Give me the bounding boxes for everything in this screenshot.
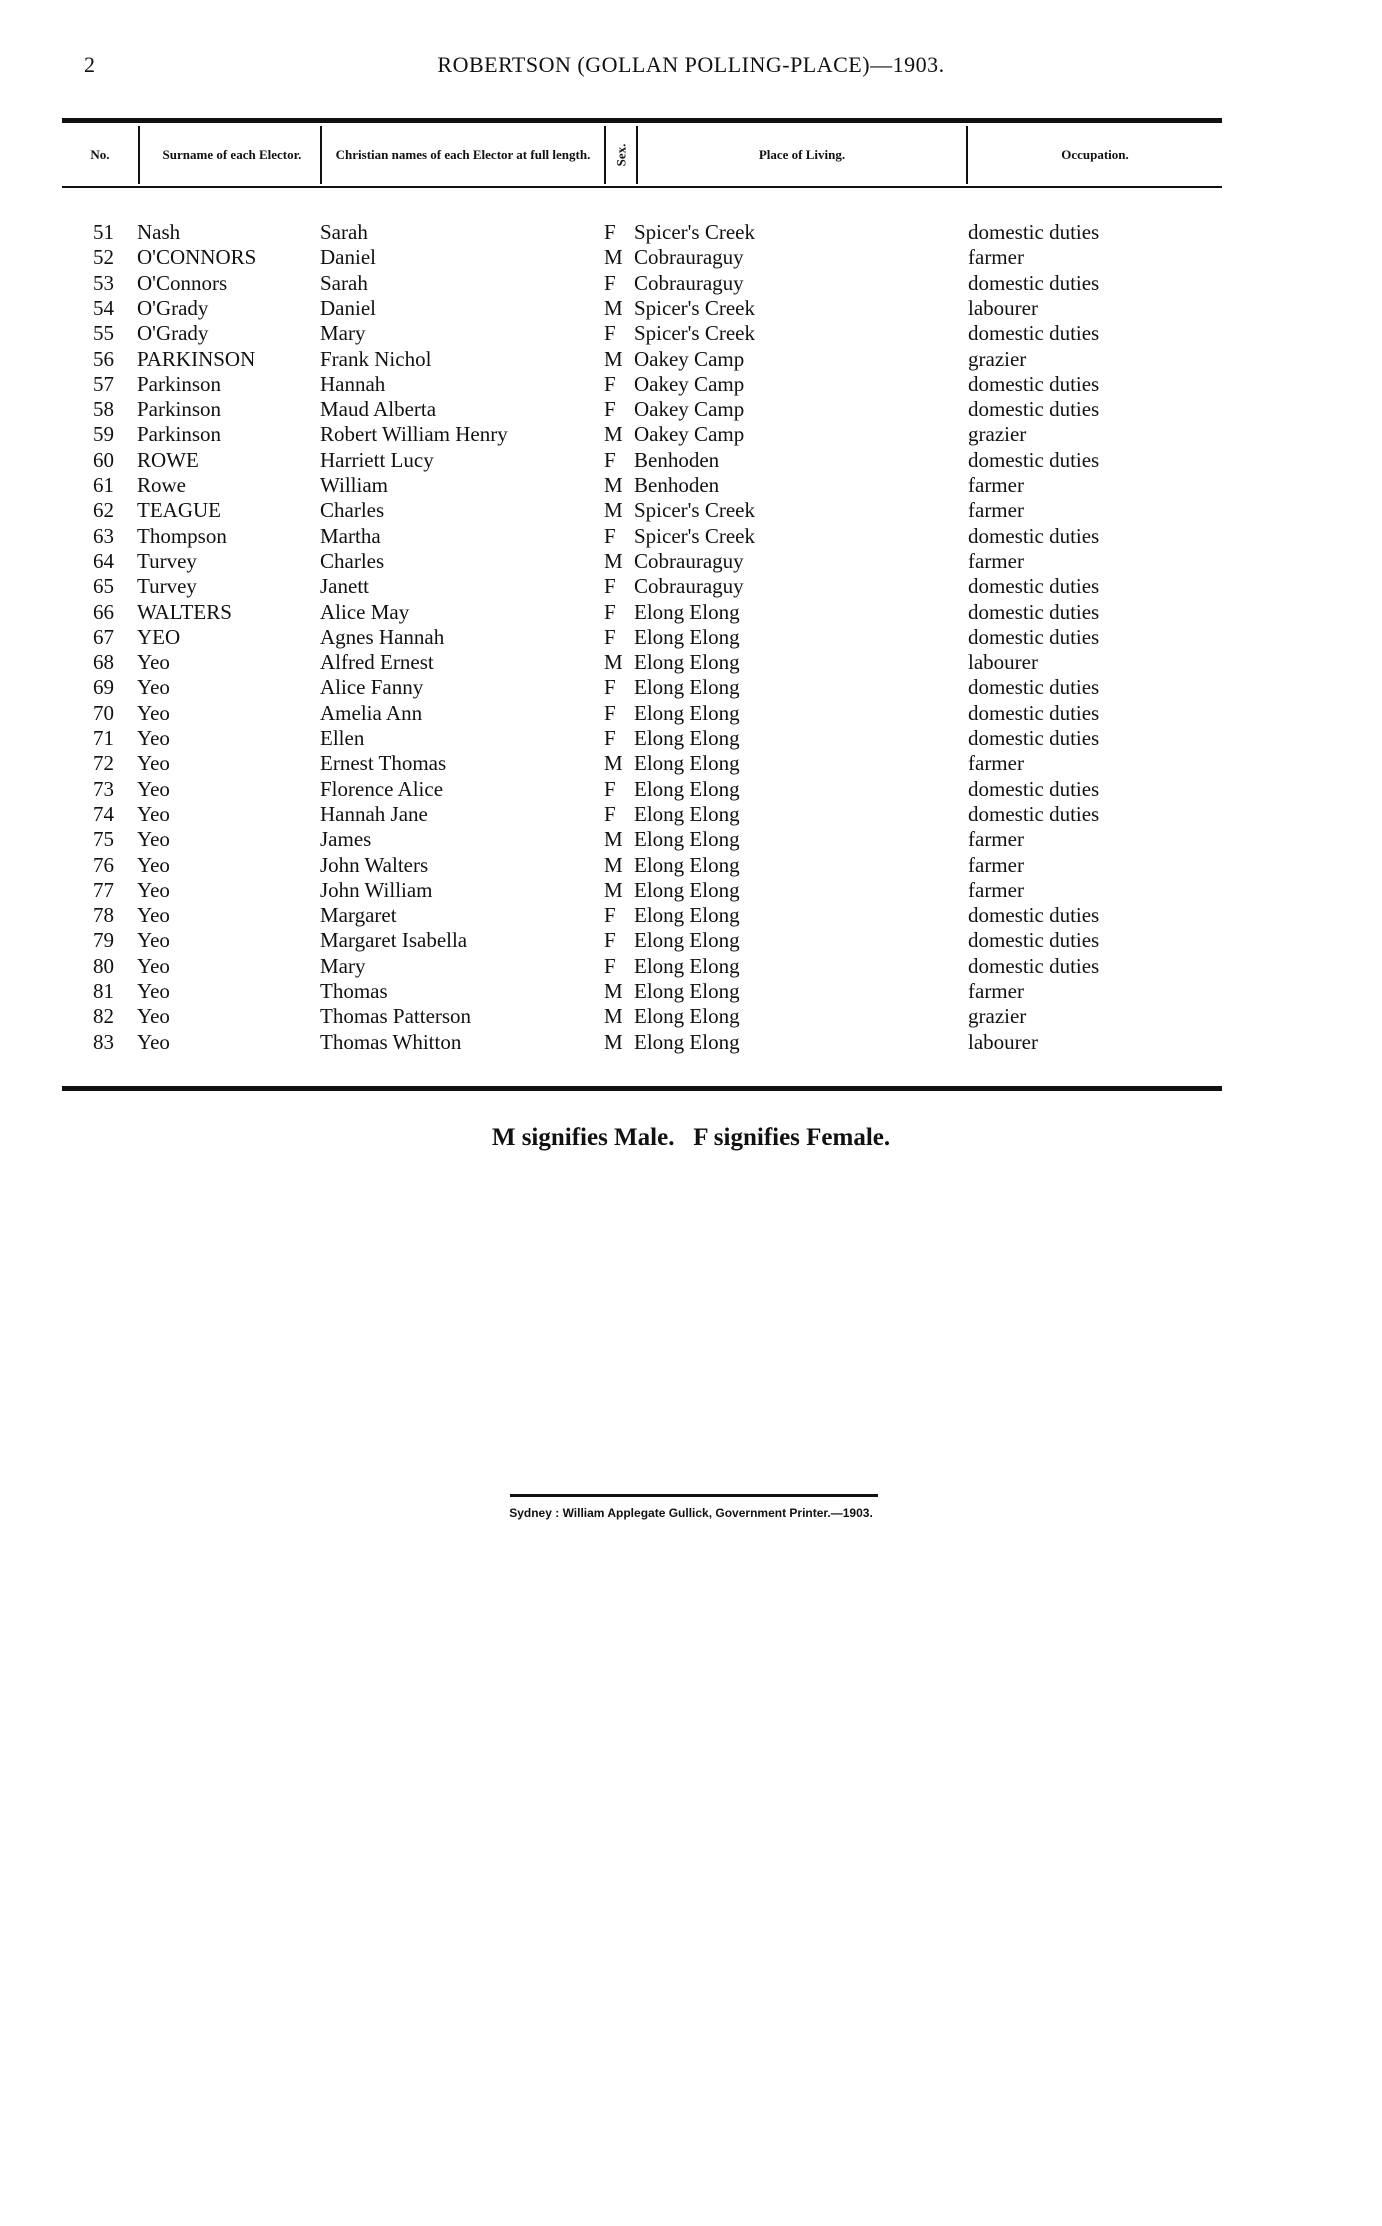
cell-no: 73	[93, 776, 114, 801]
cell-surname: Yeo	[137, 751, 170, 776]
cell-sex: F	[604, 270, 616, 295]
cell-christian-names: Ernest Thomas	[320, 751, 447, 776]
column-divider	[966, 126, 968, 184]
cell-christian-names: Mary	[320, 321, 366, 346]
imprint-rule	[510, 1494, 878, 1497]
table-header	[62, 124, 1222, 186]
cell-sex: F	[604, 700, 616, 725]
header-sex	[606, 124, 636, 186]
cell-surname: Yeo	[137, 953, 170, 978]
cell-place-of-living: Elong Elong	[634, 751, 740, 776]
cell-no: 72	[93, 751, 114, 776]
cell-place-of-living: Elong Elong	[634, 675, 740, 700]
cell-occupation: grazier	[968, 346, 1027, 371]
cell-christian-names: Sarah	[320, 270, 368, 295]
cell-surname: Yeo	[137, 979, 170, 1003]
cell-surname: Yeo	[137, 801, 170, 826]
cell-surname: YEO	[137, 624, 181, 649]
cell-occupation: grazier	[968, 422, 1027, 447]
cell-occupation: farmer	[968, 852, 1024, 877]
cell-no: 74	[93, 801, 114, 826]
cell-christian-names: Robert William Henry	[320, 422, 508, 447]
cell-occupation: farmer	[968, 979, 1024, 1003]
cell-place-of-living: Elong Elong	[634, 1029, 740, 1054]
table-row	[0, 1004, 1382, 1029]
table-row	[0, 979, 1382, 1004]
cell-christian-names: Sarah	[320, 220, 368, 244]
cell-occupation: farmer	[968, 827, 1024, 852]
cell-place-of-living: Spicer's Creek	[634, 523, 755, 548]
cell-no: 68	[93, 650, 114, 675]
cell-place-of-living: Elong Elong	[634, 979, 740, 1003]
cell-christian-names: Alice May	[320, 599, 410, 624]
cell-no: 83	[93, 1029, 114, 1054]
cell-place-of-living: Elong Elong	[634, 700, 740, 725]
table-row	[0, 878, 1382, 903]
cell-no: 76	[93, 852, 114, 877]
cell-place-of-living: Elong Elong	[634, 599, 740, 624]
cell-surname: WALTERS	[137, 599, 232, 624]
cell-sex: M	[604, 852, 623, 877]
cell-place-of-living: Cobrauraguy	[634, 548, 744, 573]
cell-occupation: domestic duties	[968, 599, 1100, 624]
cell-sex: F	[604, 397, 616, 422]
cell-place-of-living: Elong Elong	[634, 624, 740, 649]
cell-christian-names: Alfred Ernest	[320, 650, 434, 675]
cell-sex: M	[604, 877, 623, 902]
cell-sex: F	[604, 599, 616, 624]
cell-no: 60	[93, 447, 114, 472]
cell-christian-names: Daniel	[320, 245, 376, 270]
cell-sex: F	[604, 321, 616, 346]
cell-place-of-living: Cobrauraguy	[634, 245, 744, 270]
cell-surname: Yeo	[137, 877, 170, 902]
table-row	[0, 549, 1382, 574]
cell-surname: Yeo	[137, 852, 170, 877]
cell-christian-names: Janett	[320, 574, 369, 599]
cell-christian-names: Thomas Patterson	[320, 1004, 472, 1029]
cell-christian-names: John William	[320, 877, 433, 902]
cell-occupation: domestic duties	[968, 371, 1100, 396]
cell-surname: Parkinson	[137, 422, 221, 447]
cell-place-of-living: Oakey Camp	[634, 371, 745, 396]
header-place: Place of Living.	[758, 147, 846, 162]
cell-place-of-living: Benhoden	[634, 447, 720, 472]
cell-sex: F	[604, 220, 616, 244]
cell-sex: M	[604, 1004, 623, 1029]
cell-sex: F	[604, 928, 616, 953]
cell-place-of-living: Oakey Camp	[634, 397, 745, 422]
cell-occupation: labourer	[968, 650, 1038, 675]
cell-surname: O'CONNORS	[137, 245, 257, 270]
cell-no: 66	[93, 599, 114, 624]
cell-no: 54	[93, 295, 114, 320]
cell-sex: F	[604, 574, 616, 599]
cell-no: 67	[93, 624, 114, 649]
cell-sex: M	[604, 1029, 623, 1054]
cell-occupation: farmer	[968, 548, 1024, 573]
cell-occupation: domestic duties	[968, 700, 1100, 725]
cell-occupation: farmer	[968, 877, 1024, 902]
cell-christian-names: Maud Alberta	[320, 397, 437, 422]
cell-no: 81	[93, 979, 114, 1003]
cell-surname: Yeo	[137, 726, 170, 750]
cell-christian-names: Margaret	[320, 903, 397, 928]
cell-christian-names: James	[320, 827, 372, 852]
cell-no: 75	[93, 827, 114, 852]
cell-place-of-living: Cobrauraguy	[634, 574, 744, 599]
cell-christian-names: Hannah	[320, 371, 386, 396]
cell-no: 51	[93, 220, 114, 244]
table-row	[0, 347, 1382, 372]
table-row	[0, 625, 1382, 650]
cell-occupation: farmer	[968, 498, 1024, 523]
table-row	[0, 574, 1382, 599]
cell-no: 71	[93, 726, 114, 750]
cell-sex: F	[604, 776, 616, 801]
cell-sex: M	[604, 422, 623, 447]
cell-christian-names: Frank Nichol	[320, 346, 432, 371]
table-row	[0, 701, 1382, 726]
table-row	[0, 802, 1382, 827]
cell-place-of-living: Elong Elong	[634, 1004, 740, 1029]
cell-sex: M	[604, 650, 623, 675]
cell-christian-names: Ellen	[320, 726, 365, 750]
table-row	[0, 827, 1382, 852]
cell-place-of-living: Spicer's Creek	[634, 220, 755, 244]
cell-christian-names: Mary	[320, 953, 366, 978]
cell-no: 70	[93, 700, 114, 725]
table-row	[0, 321, 1382, 346]
cell-no: 61	[93, 473, 114, 497]
table-row	[0, 777, 1382, 802]
cell-sex: F	[604, 371, 616, 396]
cell-sex: M	[604, 498, 623, 523]
cell-christian-names: Thomas	[320, 979, 388, 1003]
cell-surname: Yeo	[137, 776, 170, 801]
cell-christian-names: William	[320, 473, 388, 497]
cell-sex: M	[604, 751, 623, 776]
table-row	[0, 422, 1382, 447]
cell-christian-names: Margaret Isabella	[320, 928, 468, 953]
cell-surname: Turvey	[137, 574, 197, 599]
cell-christian-names: Daniel	[320, 295, 376, 320]
header-given: Christian names of each Elector at full length.	[335, 147, 591, 162]
table-row	[0, 473, 1382, 498]
cell-no: 53	[93, 270, 114, 295]
cell-christian-names: John Walters	[320, 852, 429, 877]
cell-sex: F	[604, 903, 616, 928]
cell-no: 57	[93, 371, 114, 396]
cell-occupation: domestic duties	[968, 928, 1100, 953]
cell-surname: Yeo	[137, 928, 170, 953]
cell-surname: O'Grady	[137, 321, 209, 346]
cell-sex: F	[604, 447, 616, 472]
column-divider	[320, 126, 322, 184]
cell-place-of-living: Elong Elong	[634, 928, 740, 953]
cell-sex: F	[604, 953, 616, 978]
cell-occupation: domestic duties	[968, 953, 1100, 978]
cell-sex: M	[604, 979, 623, 1003]
cell-no: 79	[93, 928, 114, 953]
cell-occupation: domestic duties	[968, 903, 1100, 928]
cell-surname: O'Connors	[137, 270, 228, 295]
table-row	[0, 296, 1382, 321]
header-surname: Surname of each Elector.	[162, 147, 302, 162]
cell-surname: Yeo	[137, 1029, 170, 1054]
cell-christian-names: Hannah Jane	[320, 801, 428, 826]
cell-place-of-living: Spicer's Creek	[634, 295, 755, 320]
table-row	[0, 271, 1382, 296]
cell-place-of-living: Elong Elong	[634, 801, 740, 826]
cell-place-of-living: Elong Elong	[634, 650, 740, 675]
table-row	[0, 751, 1382, 776]
cell-no: 82	[93, 1004, 114, 1029]
header-no: No.	[90, 147, 110, 162]
cell-place-of-living: Elong Elong	[634, 852, 740, 877]
cell-sex: M	[604, 548, 623, 573]
cell-place-of-living: Elong Elong	[634, 776, 740, 801]
table-row	[0, 650, 1382, 675]
cell-christian-names: Martha	[320, 523, 381, 548]
cell-surname: Rowe	[137, 473, 186, 497]
cell-occupation: domestic duties	[968, 321, 1100, 346]
cell-no: 58	[93, 397, 114, 422]
cell-occupation: farmer	[968, 473, 1024, 497]
cell-sex: F	[604, 801, 616, 826]
cell-occupation: domestic duties	[968, 523, 1100, 548]
cell-christian-names: Amelia Ann	[320, 700, 423, 725]
cell-occupation: domestic duties	[968, 726, 1100, 750]
column-divider	[636, 126, 638, 184]
cell-place-of-living: Elong Elong	[634, 877, 740, 902]
cell-place-of-living: Elong Elong	[634, 726, 740, 750]
cell-christian-names: Charles	[320, 548, 385, 573]
cell-occupation: domestic duties	[968, 220, 1100, 244]
cell-place-of-living: Elong Elong	[634, 953, 740, 978]
cell-surname: PARKINSON	[137, 346, 256, 371]
cell-place-of-living: Spicer's Creek	[634, 498, 755, 523]
cell-occupation: domestic duties	[968, 675, 1100, 700]
table-row	[0, 903, 1382, 928]
cell-place-of-living: Spicer's Creek	[634, 321, 755, 346]
cell-no: 64	[93, 548, 114, 573]
cell-sex: M	[604, 245, 623, 270]
cell-surname: Yeo	[137, 903, 170, 928]
table-row	[0, 954, 1382, 979]
table-row	[0, 245, 1382, 270]
cell-occupation: domestic duties	[968, 801, 1100, 826]
table-row	[0, 220, 1382, 245]
cell-place-of-living: Benhoden	[634, 473, 720, 497]
cell-sex: M	[604, 346, 623, 371]
cell-no: 77	[93, 877, 114, 902]
cell-sex: F	[604, 624, 616, 649]
cell-surname: Yeo	[137, 827, 170, 852]
cell-surname: ROWE	[137, 447, 199, 472]
cell-no: 78	[93, 903, 114, 928]
table-bottom-rule	[62, 1086, 1222, 1091]
cell-occupation: domestic duties	[968, 624, 1100, 649]
cell-surname: Thompson	[137, 523, 227, 548]
table-row	[0, 928, 1382, 953]
cell-no: 65	[93, 574, 114, 599]
cell-surname: Parkinson	[137, 397, 221, 422]
sex-legend: M signifies Male. F signifies Female.	[491, 1124, 891, 1151]
cell-no: 55	[93, 321, 114, 346]
cell-surname: TEAGUE	[137, 498, 221, 523]
table-row	[0, 372, 1382, 397]
page-title: ROBERTSON (GOLLAN POLLING-PLACE)—1903.	[437, 52, 945, 77]
table-row	[0, 448, 1382, 473]
cell-place-of-living: Elong Elong	[634, 827, 740, 852]
cell-surname: Yeo	[137, 700, 170, 725]
cell-place-of-living: Elong Elong	[634, 903, 740, 928]
cell-christian-names: Agnes Hannah	[320, 624, 445, 649]
cell-surname: Yeo	[137, 675, 170, 700]
cell-occupation: labourer	[968, 295, 1038, 320]
cell-no: 62	[93, 498, 114, 523]
cell-occupation: domestic duties	[968, 397, 1100, 422]
cell-sex: F	[604, 675, 616, 700]
cell-occupation: grazier	[968, 1004, 1027, 1029]
cell-surname: Parkinson	[137, 371, 221, 396]
cell-occupation: domestic duties	[968, 447, 1100, 472]
cell-occupation: farmer	[968, 751, 1024, 776]
header-sex-label: Sex.	[613, 143, 628, 167]
cell-surname: Yeo	[137, 1004, 170, 1029]
cell-no: 80	[93, 953, 114, 978]
cell-sex: M	[604, 473, 623, 497]
column-divider	[138, 126, 140, 184]
table-row	[0, 726, 1382, 751]
table-row	[0, 675, 1382, 700]
cell-place-of-living: Oakey Camp	[634, 346, 745, 371]
cell-christian-names: Alice Fanny	[320, 675, 424, 700]
cell-no: 59	[93, 422, 114, 447]
table-row	[0, 1030, 1382, 1055]
table-top-rule	[62, 118, 1222, 123]
cell-christian-names: Thomas Whitton	[320, 1029, 462, 1054]
cell-place-of-living: Oakey Camp	[634, 422, 745, 447]
cell-surname: Turvey	[137, 548, 197, 573]
table-row	[0, 397, 1382, 422]
cell-christian-names: Florence Alice	[320, 776, 444, 801]
table-row	[0, 524, 1382, 549]
page-number: 2	[84, 52, 95, 77]
cell-surname: Nash	[137, 220, 181, 244]
cell-sex: F	[604, 726, 616, 750]
cell-occupation: domestic duties	[968, 574, 1100, 599]
cell-sex: M	[604, 295, 623, 320]
table-row	[0, 853, 1382, 878]
table-row	[0, 498, 1382, 523]
cell-place-of-living: Cobrauraguy	[634, 270, 744, 295]
cell-surname: O'Grady	[137, 295, 209, 320]
printer-imprint: Sydney : William Applegate Gullick, Government Printer.—1903.	[509, 1506, 873, 1520]
cell-occupation: domestic duties	[968, 270, 1100, 295]
cell-surname: Yeo	[137, 650, 170, 675]
cell-christian-names: Harriett Lucy	[320, 447, 434, 472]
cell-christian-names: Charles	[320, 498, 385, 523]
cell-no: 69	[93, 675, 114, 700]
cell-no: 52	[93, 245, 114, 270]
table-header-rule	[62, 186, 1222, 188]
header-occupation: Occupation.	[1061, 147, 1129, 162]
cell-occupation: domestic duties	[968, 776, 1100, 801]
cell-no: 63	[93, 523, 114, 548]
cell-sex: M	[604, 827, 623, 852]
cell-sex: F	[604, 523, 616, 548]
column-divider	[604, 126, 606, 184]
table-row	[0, 600, 1382, 625]
cell-occupation: farmer	[968, 245, 1024, 270]
cell-occupation: labourer	[968, 1029, 1038, 1054]
cell-no: 56	[93, 346, 114, 371]
